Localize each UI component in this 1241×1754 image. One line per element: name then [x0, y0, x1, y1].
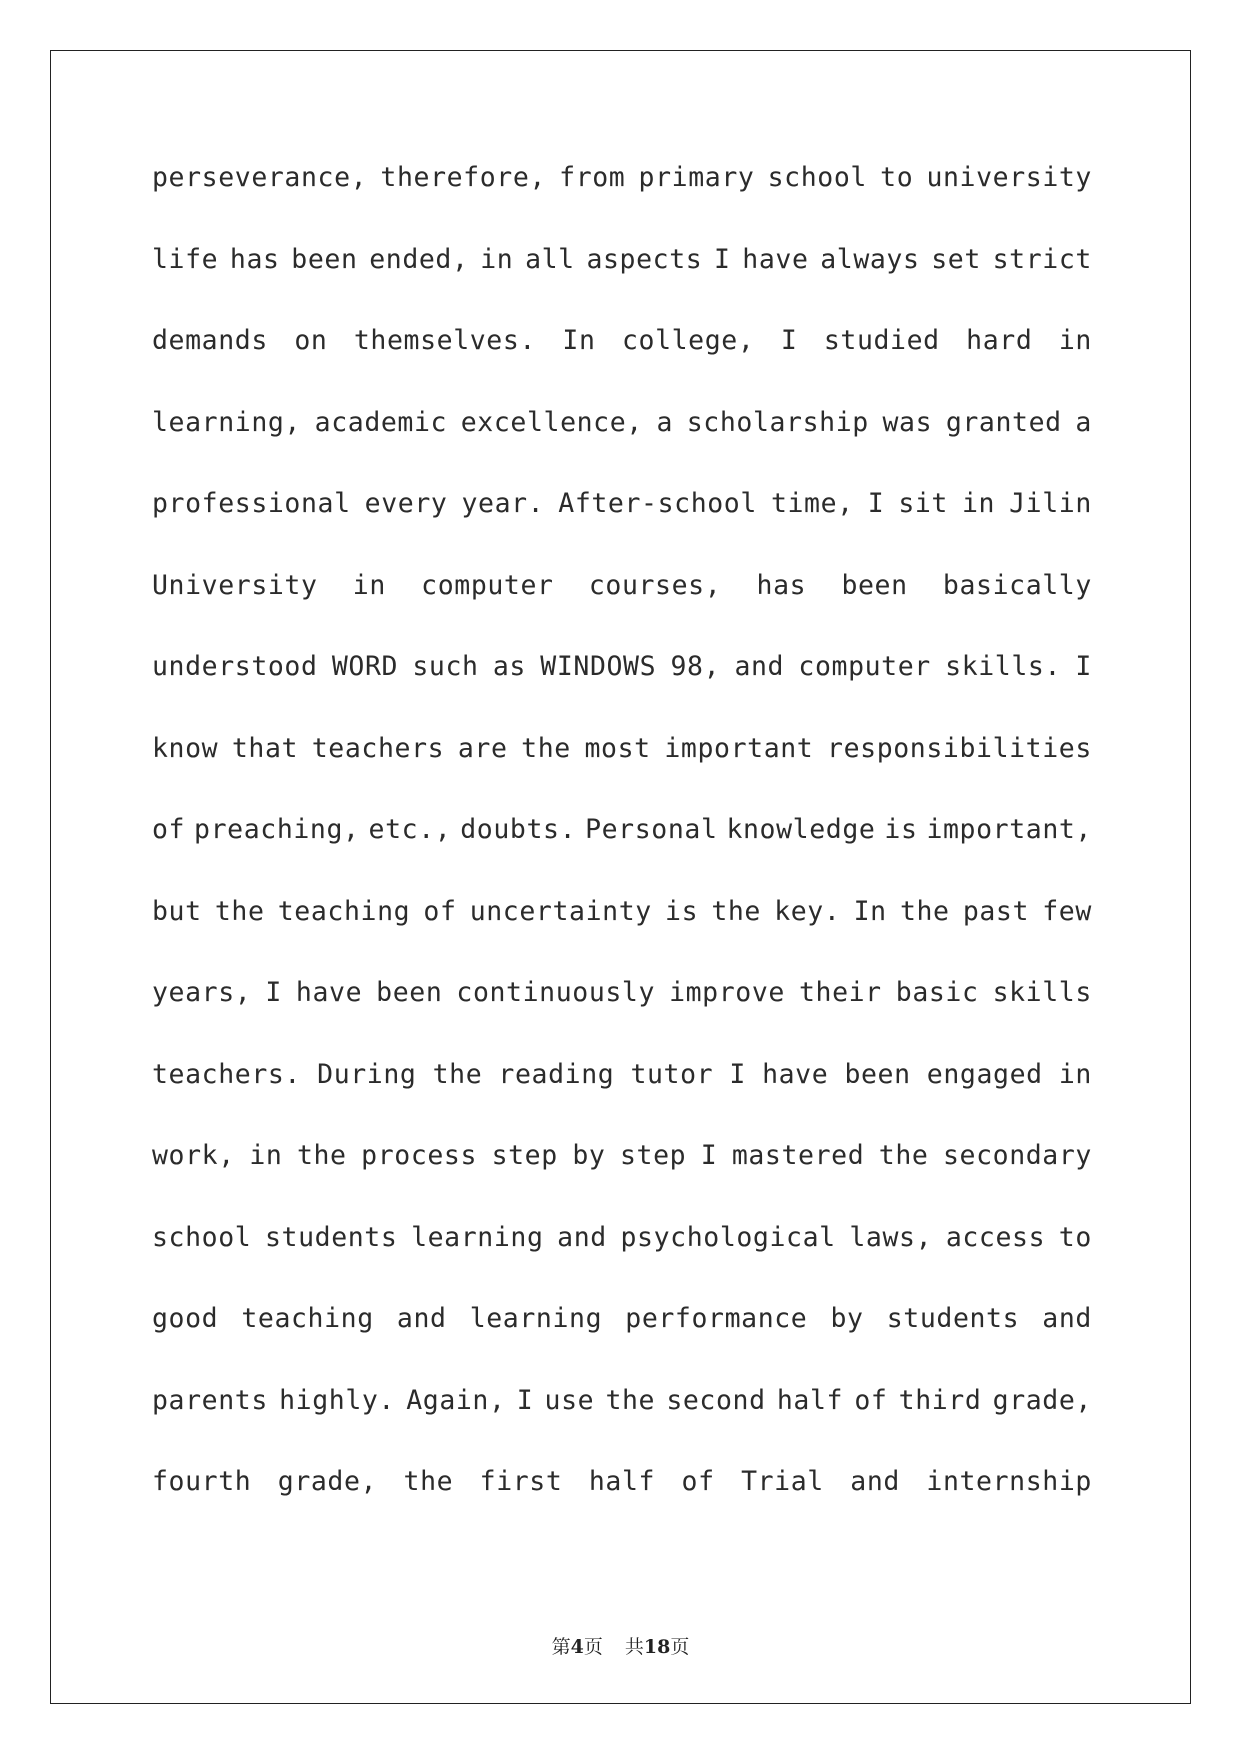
- body-line: work, in the process step by step I mastered the secondary: [152, 1140, 1092, 1171]
- current-page-number: 4: [570, 1636, 584, 1658]
- body-line: teachers. During the reading tutor I have been engaged in: [152, 1058, 1092, 1090]
- body-line: learning, academic excellence, a scholarship was granted a: [152, 406, 1092, 438]
- body-line: know that teachers are the most important responsibilities: [152, 732, 1092, 764]
- body-line: life has been ended, in all aspects I have always set strict: [152, 243, 1092, 275]
- body-line: parents highly. Again, I use the second half of third grade,: [152, 1384, 1092, 1416]
- body-line: good teaching and learning performance by students and: [152, 1303, 1092, 1334]
- body-line: but the teaching of uncertainty is the key. In the past few: [152, 895, 1092, 927]
- total-page-count: 18: [643, 1636, 671, 1658]
- body-line: University in computer courses, has been basically: [152, 569, 1092, 601]
- body-text: [152, 163, 1092, 1549]
- body-line: school students learning and psychological laws, access to: [152, 1221, 1092, 1253]
- body-line: professional every year. After-school time, I sit in Jilin: [152, 488, 1092, 519]
- page-footer: [0, 1632, 1241, 1659]
- body-line: fourth grade, the first half of Trial and internship: [152, 1466, 1092, 1497]
- body-line: years, I have been continuously improve their basic skills: [152, 977, 1092, 1008]
- footer-prefix: 第: [551, 1636, 571, 1658]
- footer-total-suffix: 页: [670, 1636, 690, 1658]
- body-line: perseverance, therefore, from primary school to university: [152, 162, 1092, 193]
- footer-total-prefix: 共: [624, 1636, 644, 1658]
- body-line: of preaching, etc., doubts. Personal knowledge is important,: [152, 814, 1092, 845]
- footer-page-suffix: 页: [583, 1636, 603, 1658]
- body-line: understood WORD such as WINDOWS 98, and computer skills. I: [152, 651, 1092, 682]
- body-line: demands on themselves. In college, I studied hard in: [152, 325, 1092, 356]
